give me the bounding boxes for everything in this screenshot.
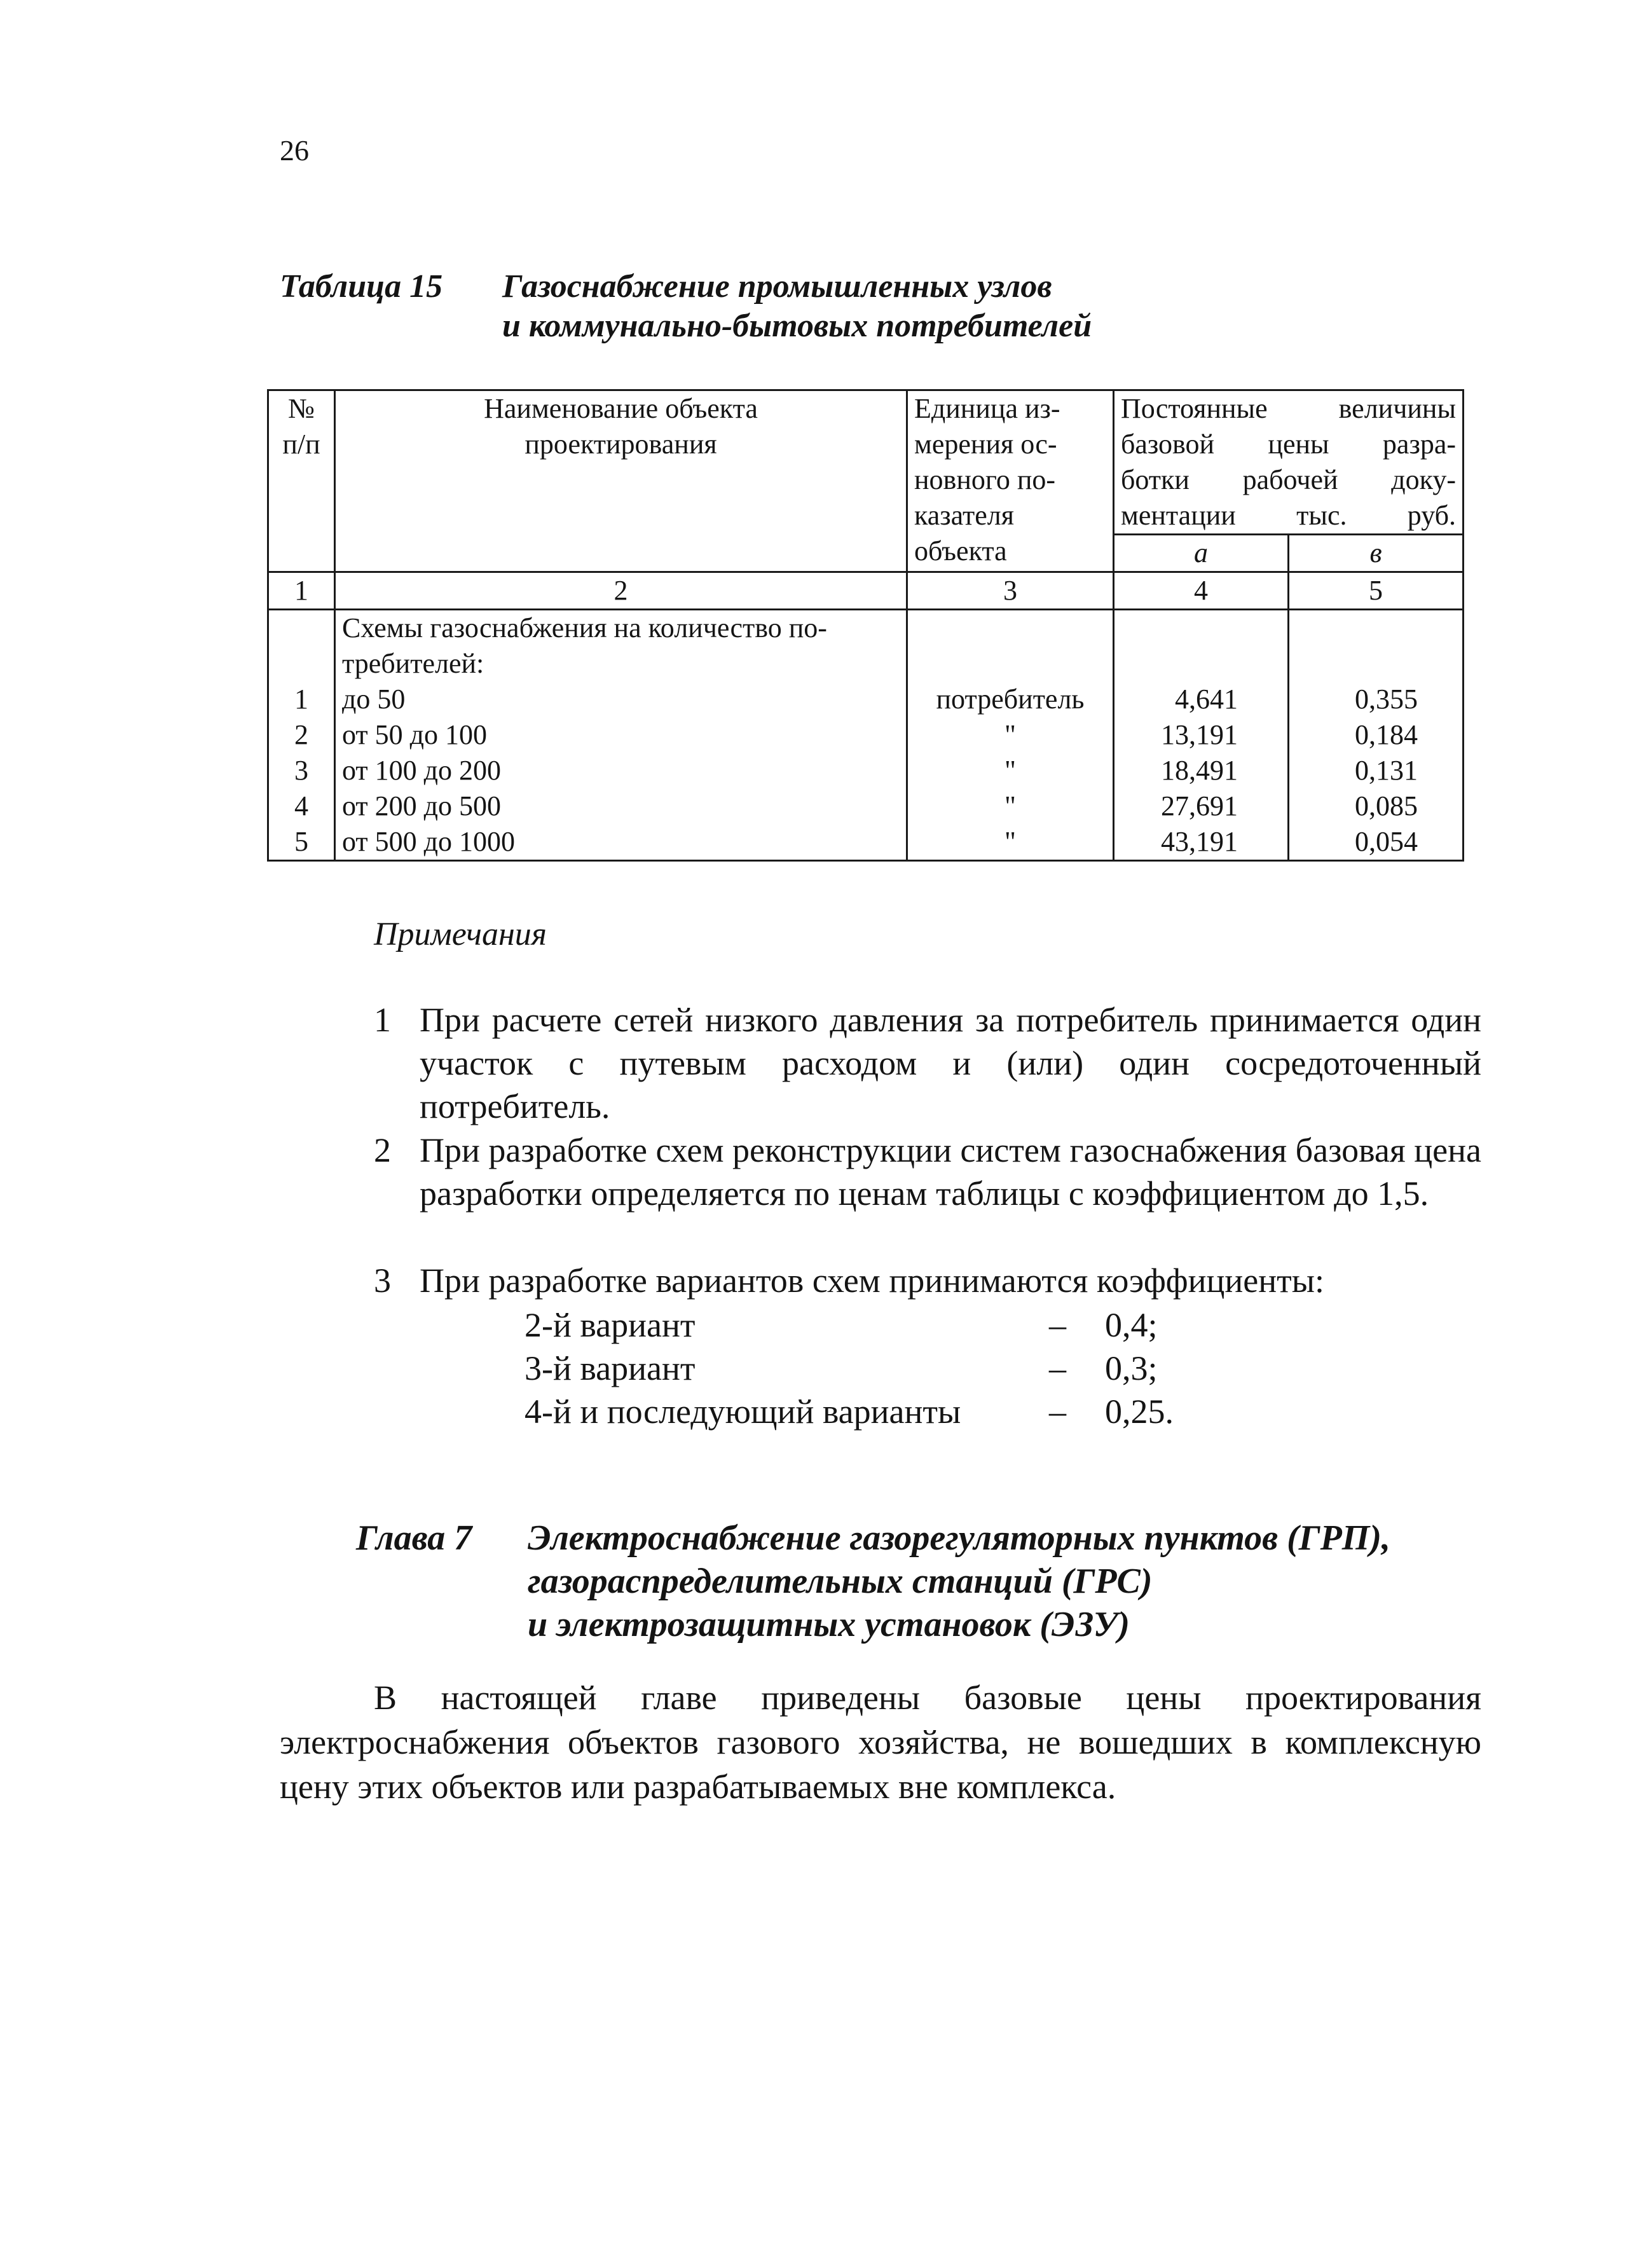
table-caption-title bbox=[502, 267, 1392, 346]
row-value-a: 18,491 bbox=[1114, 753, 1289, 788]
row-value-b: 0,355 bbox=[1289, 682, 1464, 717]
chapter-title-line: и электрозащитных установок (ЭЗУ) bbox=[528, 1605, 1130, 1644]
header-num: № п/п bbox=[268, 390, 335, 572]
variant-dash: – bbox=[1049, 1306, 1066, 1344]
note-text: При расчете сетей низкого давления за потребитель принимается один участок с путевым расходом и (или) один сосредоточенный потребитель. bbox=[420, 1001, 1481, 1125]
chapter-title bbox=[528, 1516, 1481, 1646]
chapter-title-line: газораспределительных станций (ГРС) bbox=[528, 1562, 1153, 1601]
row-num: 5 bbox=[268, 824, 335, 861]
note-number: 2 bbox=[374, 1131, 391, 1169]
table-caption-label: Таблица 15 bbox=[280, 268, 443, 305]
row-name: от 100 до 200 bbox=[335, 753, 907, 788]
col-number: 3 bbox=[907, 572, 1114, 610]
row-num: 1 bbox=[268, 682, 335, 717]
chapter-label: Глава 7 bbox=[356, 1518, 472, 1558]
header-col-b: в bbox=[1289, 535, 1464, 572]
row-num: 4 bbox=[268, 788, 335, 824]
row-value-a: 4,641 bbox=[1114, 682, 1289, 717]
col-number: 5 bbox=[1289, 572, 1464, 610]
header-unit bbox=[907, 390, 1114, 572]
price-table-container bbox=[267, 389, 1462, 862]
table-caption-line: Газоснабжение промышленных узлов bbox=[502, 268, 1052, 305]
row-unit: " bbox=[907, 717, 1114, 753]
price-table bbox=[267, 389, 1464, 862]
row-name: до 50 bbox=[335, 682, 907, 717]
row-unit: " bbox=[907, 753, 1114, 788]
variant-label: 3-й вариант bbox=[525, 1349, 696, 1387]
table-row bbox=[268, 788, 1464, 824]
variant-dash: – bbox=[1049, 1349, 1066, 1387]
notes-heading: Примечания bbox=[374, 916, 547, 952]
table-group-row bbox=[268, 610, 1464, 682]
note-text: При разработке схем реконструкции систем газоснабжения базовая цена разработки определяется по ценам таблицы с коэффициентом до 1,5. bbox=[420, 1131, 1481, 1213]
header-unit-line: объекта bbox=[914, 535, 1007, 567]
row-unit: потребитель bbox=[907, 682, 1114, 717]
header-price bbox=[1114, 390, 1464, 535]
row-name: от 200 до 500 bbox=[335, 788, 907, 824]
page-number: 26 bbox=[280, 134, 309, 167]
note-number: 1 bbox=[374, 1001, 391, 1039]
table-row bbox=[268, 717, 1464, 753]
col-number: 2 bbox=[335, 572, 907, 610]
variant-value: 0,25. bbox=[1105, 1392, 1174, 1431]
row-value-b: 0,054 bbox=[1289, 824, 1464, 861]
header-price-line: Постоянные величины bbox=[1121, 393, 1457, 424]
intro-paragraph: В настоящей главе приведены базовые цены проектирования электроснабжения объектов газового хозяйства, не вошедших в комплексную цену этих объектов или разрабатываемых вне комплекса. bbox=[280, 1679, 1481, 1806]
header-unit-line: Единица из- bbox=[914, 393, 1060, 424]
row-num: 2 bbox=[268, 717, 335, 753]
row-name: от 500 до 1000 bbox=[335, 824, 907, 861]
row-name: от 50 до 100 bbox=[335, 717, 907, 753]
table-row bbox=[268, 824, 1464, 861]
header-price-line: ботки рабочей доку- bbox=[1121, 464, 1457, 495]
table-caption-line: и коммунально-бытовых потребителей bbox=[502, 308, 1092, 344]
variant-value: 0,4; bbox=[1105, 1306, 1158, 1344]
row-value-b: 0,184 bbox=[1289, 717, 1464, 753]
header-col-a: а bbox=[1114, 535, 1289, 572]
row-unit: " bbox=[907, 788, 1114, 824]
row-value-a: 13,191 bbox=[1114, 717, 1289, 753]
header-unit-line: казателя bbox=[914, 500, 1014, 531]
note-text: При разработке вариантов схем принимаются коэффициенты: bbox=[420, 1261, 1325, 1300]
group-title bbox=[335, 610, 907, 682]
row-value-a: 27,691 bbox=[1114, 788, 1289, 824]
table-row bbox=[268, 753, 1464, 788]
variant-label: 4-й и последующий варианты bbox=[525, 1392, 961, 1431]
variant-label: 2-й вариант bbox=[525, 1306, 696, 1344]
group-title-line: требителей: bbox=[342, 648, 484, 679]
note-number: 3 bbox=[374, 1261, 391, 1300]
variant-dash: – bbox=[1049, 1392, 1066, 1431]
header-unit-line: мерения ос- bbox=[914, 429, 1057, 460]
header-price-line: базовой цены разра- bbox=[1121, 429, 1457, 460]
row-value-b: 0,085 bbox=[1289, 788, 1464, 824]
row-value-a: 43,191 bbox=[1114, 824, 1289, 861]
col-number: 1 bbox=[268, 572, 335, 610]
row-value-b: 0,131 bbox=[1289, 753, 1464, 788]
chapter-title-line: Электроснабжение газорегуляторных пунктов (ГРП), bbox=[528, 1518, 1391, 1558]
col-number: 4 bbox=[1114, 572, 1289, 610]
row-num: 3 bbox=[268, 753, 335, 788]
header-name: Наименование объекта проектирования bbox=[335, 390, 907, 572]
row-unit: " bbox=[907, 824, 1114, 861]
group-title-line: Схемы газоснабжения на количество по- bbox=[342, 612, 827, 643]
table-row bbox=[268, 682, 1464, 717]
header-unit-line: новного по- bbox=[914, 464, 1056, 495]
header-price-line: ментации тыс. руб. bbox=[1121, 500, 1457, 531]
variant-value: 0,3; bbox=[1105, 1349, 1158, 1387]
